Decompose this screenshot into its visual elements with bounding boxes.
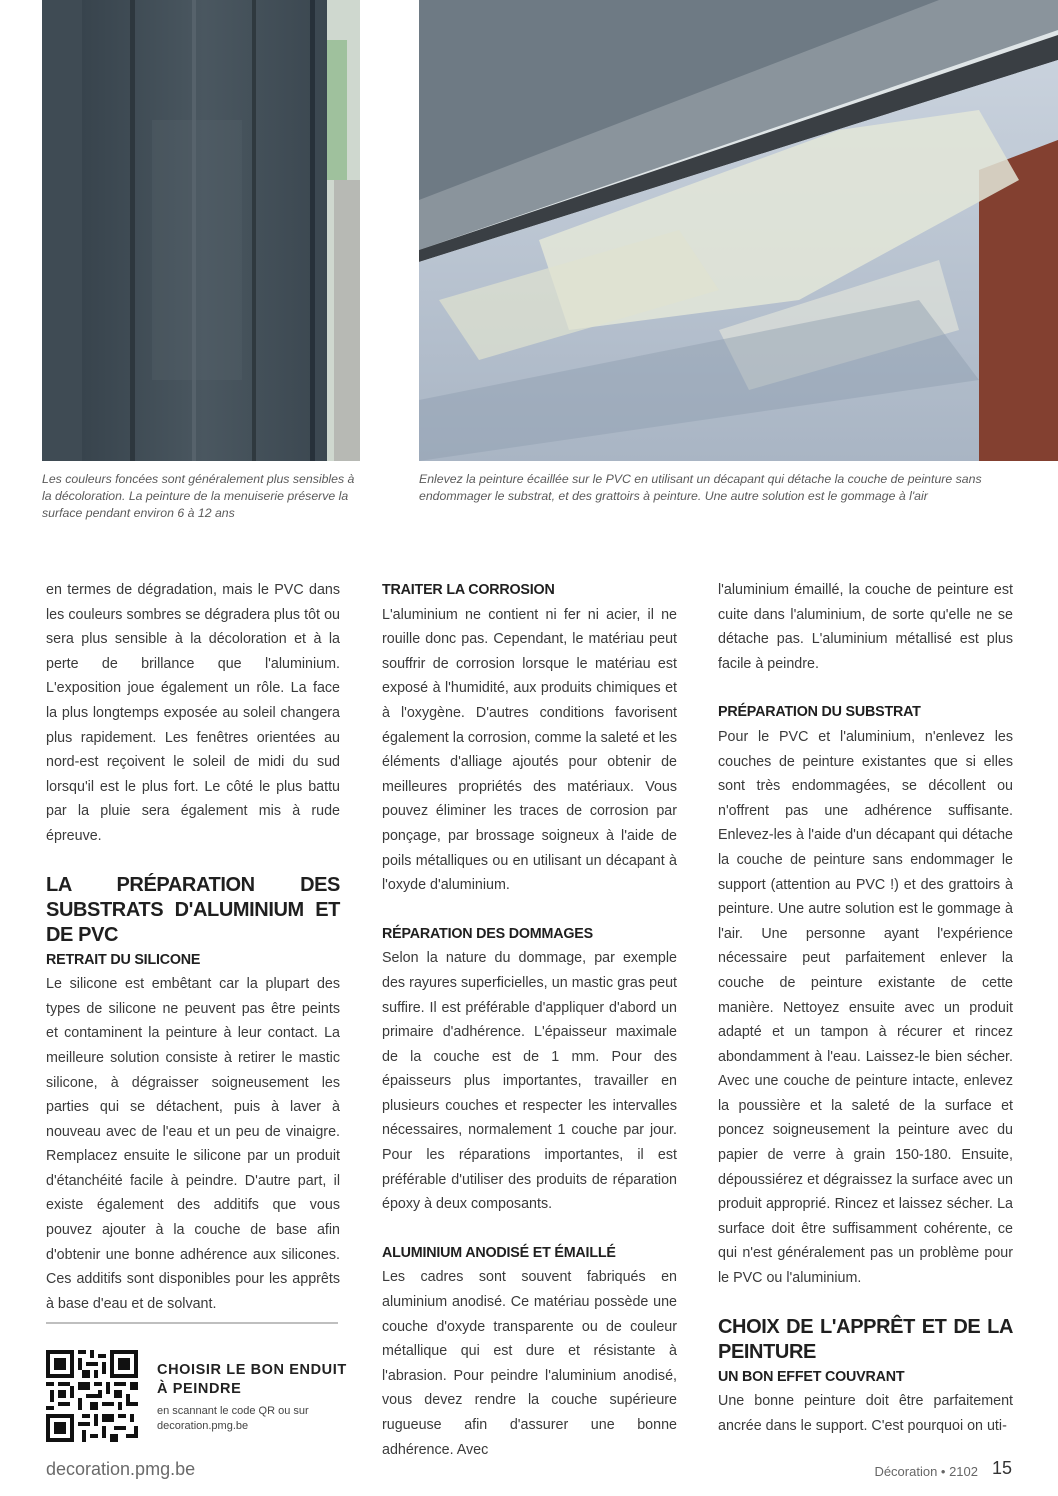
- paragraph-silicone: Le silicone est embêtant car la plupart des types de silicone ne peuvent pas être peints et contaminent la peinture à leur contact. La meilleure solution consiste à retirer le mastic silicone, à dégraisser soigneusement les parties qui se détachent, puis à laver à nouveau avec de l'eau et un peu de vinaigre. Remplacez ensuite le silicone par un produit d'étanchéité facile à peindre. D'autre part, il existe également des additifs que vous pouvez ajouter à la couche de base afin d'obtenir une bonne adhérence aux silicones. Ces additifs sont disponibles pour les apprêts à base d'eau et de solvant.: [46, 976, 340, 1312]
- paragraph-anodized: Les cadres sont souvent fabriqués en aluminium anodisé. Ce matériau possède une couche d'oxyde transparente ou de couleur métallique qui est dure et résistante à l'abrasion. Pour peindre l'aluminium anodisé, vous devez rendre la couche supérieure rugueuse afin d'assurer une bonne adhérence. Avec: [382, 1269, 677, 1458]
- article-column-3: [718, 578, 1013, 1438]
- photo-caption-right: Enlevez la peinture écaillée sur le PVC en utilisant un décapant qui détache la couche de peinture sans endommager le substrat, et des grattoirs à peinture. Une autre solution est le gommage à l'air: [419, 472, 982, 503]
- subheading-damage-repair: RÉPARATION DES DOMMAGES: [382, 925, 593, 942]
- page-number: 15: [991, 1458, 1012, 1478]
- paragraph-substrate-prep: Pour le PVC et l'aluminium, n'enlevez les couches de peinture existantes que si elles sont très endommagées, se décollent ou n'offrent pas une adhérence suffisante. Enlevez-les à l'aide d'un décapant qui détache la couche de peinture sans endommager le support (attention au PVC !) et des grattoirs à peinture. Une autre solution est le gommage à l'air. Une personne ayant l'expérience nécessaire peut parfaitement enlever la couche de peinture existante de cette manière. Nettoyez ensuite avec un produit adapté et un tampon à récurer et rincez abondamment à l'eau. Laissez-le bien sécher. Avec une couche de peinture intacte, enlevez la poussière et la saleté de la surface et poncez soigneusement la peinture avec du papier de verre à grain 150-180. Ensuite, dépoussiérez et dégraissez la surface avec un produit approprié. Rincez et laissez sécher. La surface doit être suffisamment cohérente, ce qui n'est généralement pas un problème pour le PVC ou l'aluminium.: [718, 728, 1013, 1287]
- subheading-silicone: RETRAIT DU SILICONE: [46, 951, 201, 968]
- article-column-2: [382, 578, 677, 1462]
- column-3-intro: l'aluminium émaillé, la couche de peinture est cuite dans l'aluminium, de sorte qu'elle ne se détache pas. L'aluminium métallisé est plus facile à peindre.: [718, 582, 1013, 672]
- footer-magazine-issue: Décoration • 2102: [874, 1464, 978, 1479]
- qr-code-icon[interactable]: [46, 1350, 138, 1442]
- section-heading-primer: CHOIX DE L'APPRÊT ET DE LA PEINTURE: [718, 1315, 1013, 1363]
- paragraph-coverage: Une bonne peinture doit être parfaitement ancrée dans le support. C'est pourquoi on uti-: [718, 1393, 1013, 1434]
- promo-subtitle: en scannant le code QR ou sur decoration.pmg.be: [157, 1405, 309, 1432]
- paragraph-damage-repair: Selon la nature du dommage, par exemple des rayures superficielles, un mastic gras peut suffire. Il est préférable d'appliquer d'abord un primaire d'adhérence. L'épaisseur maximale de la couche est de 1 mm. Pour des épaisseurs plus importantes, travailler en plusieurs couches et respecter les intervalles nécessaires, normalement 1 couche par jour. Pour les réparations importantes, il est préférable d'utiliser des produits de réparation époxy à deux composants.: [382, 950, 677, 1213]
- dark-frame-photo: [42, 0, 360, 461]
- section-heading-substrates: LA PRÉPARATION DES SUBSTRATS D'ALUMINIUM ET DE PVC: [46, 873, 340, 946]
- promo-divider: [46, 1322, 338, 1324]
- subheading-anodized: ALUMINIUM ANODISÉ ET ÉMAILLÉ: [382, 1244, 616, 1261]
- subheading-substrate-prep: PRÉPARATION DU SUBSTRAT: [718, 704, 921, 721]
- photo-caption-left: Les couleurs foncées sont généralement plus sensibles à la décoloration. La peinture de la menuiserie préserve la surface pendant environ 6 à 12 ans: [42, 472, 355, 520]
- paragraph-corrosion: L'aluminium ne contient ni fer ni acier, il ne rouille donc pas. Cependant, le matériau peut souffrir de corrosion lorsque le matériau est exposé à l'humidité, aux produits chimiques et à l'oxygène. D'autres conditions favorisent également la corrosion, comme la saleté et les éléments d'alliage ajoutés pour obtenir de meilleures propriétés des matériaux. Vous pouvez éliminer les traces de corrosion par ponçage, par brossage soigneux à l'aide de poils métalliques ou en utilisant un décapant à l'oxyde d'aluminium.: [382, 606, 677, 894]
- subheading-corrosion: TRAITER LA CORROSION: [382, 582, 555, 598]
- column-1-intro: en termes de dégradation, mais le PVC dans les couleurs sombres se dégradera plus tôt ou sera plus sensible à la décoloration et à la perte de brillance que l'aluminium. L'exposition joue également un rôle. La face la plus longtemps exposée au soleil changera plus rapidement. Les fenêtres orientées au nord-est reçoivent le soleil de midi du sud lorsqu'il est le plus fort. Le côté le plus battu par la pluie sera également mis à rude épreuve.: [46, 582, 340, 844]
- subheading-coverage: UN BON EFFET COUVRANT: [718, 1368, 905, 1385]
- peeling-pvc-photo: [419, 0, 1058, 461]
- footer-website-link[interactable]: decoration.pmg.be: [46, 1459, 196, 1479]
- article-column-1: [46, 578, 340, 1316]
- promo-title: CHOISIR LE BON ENDUIT À PEINDRE: [157, 1362, 347, 1397]
